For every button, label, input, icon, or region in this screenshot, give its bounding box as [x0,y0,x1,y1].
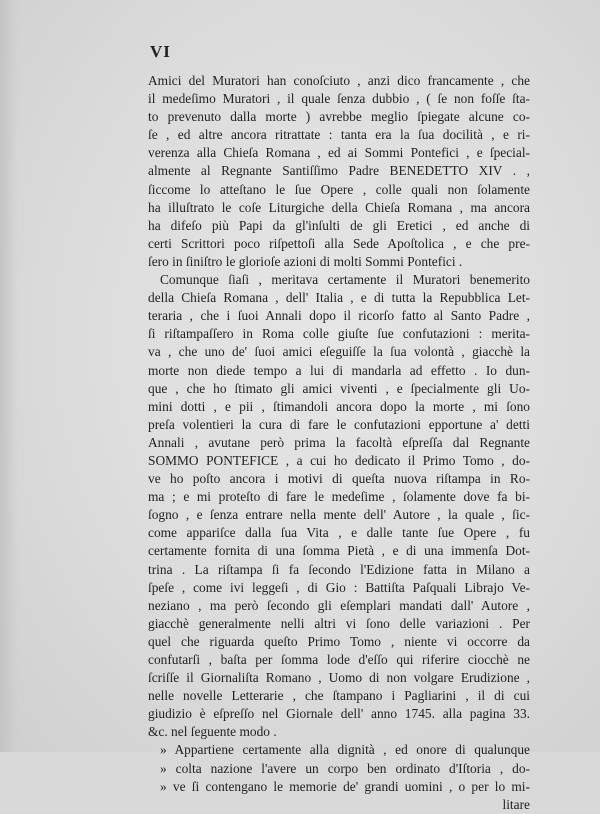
text-line: » colta nazione l'avere un corpo ben ordinato d'Iſtoria , do- [160,760,530,776]
text-line: nelle novelle Letterarie , che ſtampano i Pagliarini , il di cui [148,688,530,704]
text-line: ha difeſo più Papi da gl'inſulti de gli Eretici , ed anche di [148,217,530,233]
text-line: morte non diede tempo a lui di mandarla ad effetto . Io dun- [148,362,530,378]
text-line: trina . La riſtampa ſi fa ſecondo l'Edizione fatta in Milano a [148,561,530,577]
text-line: come appariſce dalla ſua Vita , e dalle tante ſue Opere , fu [148,525,530,541]
text-line: Comunque ſiaſi , meritava certamente il Muratori benemerito [160,272,530,288]
text-line: ve ho poſto ancora i motivi di queſta nuova riſtampa in Ro- [148,471,530,487]
text-line: confutarſi , baſta per ſomma lode d'eſſo qui riferire ciocchè ne [148,652,530,667]
text-line: ſogno , e ſenza entrare nella mente dell' Autore , la quale , ſic- [148,507,530,523]
text-line: litare [502,796,530,812]
text-line: giacchè generalmente nelli altri vi ſono delle variazioni . Per [148,615,530,631]
body-text [148,72,530,814]
text-line: quel che riguarda queſto Primo Tomo , niente vi occorre da [148,633,530,649]
text-line: ſiccome lo atteſtano le ſue Opere , colle quali non ſolamente [148,181,530,197]
text-line: Annali , avutane però prima la facoltà eſpreſſa dal Regnante [148,434,530,450]
text-line: certamente fornita di una ſomma Pietà , e di una immenſa Dot- [148,543,530,559]
page-gutter-shadow [0,0,18,752]
text-line: preſa volentieri la cura di fare le confutazioni epportune a' detti [148,416,530,432]
text-line: della Chieſa Romana , dell' Italia , e di tutta la Repubblica Let- [148,290,530,306]
text-line: mini dotti , e pii , ſtimandoli ancora dopo la morte , mi ſono [148,398,530,414]
text-line: certi Scrittori poco riſpettoſi alla Sede Apoſtolica , e che pre- [148,235,530,251]
text-line: que , che ho ſtimato gli amici viventi , e ſpecialmente gli Uo- [148,380,530,396]
text-line: neziano , ma però ſecondo gli eſemplari mandati dall' Autore , [148,597,530,613]
text-line: giudizio è eſpreſſo nel Giornale dell' anno 1745. alla pagina 33. [148,706,530,722]
text-line: ſi riſtampaſſero in Roma colle giuſte ſue confutazioni : merita- [148,326,530,342]
text-line: ſcriſſe il Giornaliſta Romano , Uomo di non volgare Erudizione , [148,670,530,686]
text-line: almente al Regnante Santiſſimo Padre BENEDETTO XIV . , [148,163,530,179]
text-line: Amici del Muratori han conoſciuto , anzi dico francamente , che [148,73,530,88]
text-line: teraria , che i ſuoi Annali dopo il ricorſo fatto al Santo Padre , [148,308,530,324]
text-line: ha illuſtrato le coſe Liturgiche della Chieſa Romana , ma ancora [148,199,530,215]
text-line: ſero in ſiniſtro le glorioſe azioni di molti Sommi Pontefici . [148,253,463,269]
text-line: va , che uno de' ſuoi amici eſeguiſſe la ſua volontà , giacchè la [148,344,530,360]
text-line: » Appartiene certamente alla dignità , ed onore di qualunque [160,742,530,758]
text-line: SOMMO PONTEFICE , a cui ho dedicato il Primo Tomo , do- [148,452,530,468]
text-line: to prevenuto dalla morte ) avrebbe meglio ſpiegate alcune co- [148,109,530,125]
text-line: ſpeſe , come ivi leggeſi , di Gio : Battiſta Paſquali Librajo Ve- [148,579,530,595]
text-line: &c. nel ſeguente modo . [148,724,277,740]
text-line: verenza alla Chieſa Romana , ed ai Sommi Pontefici , e ſpecial- [148,145,530,161]
text-line: ſe , ed altre ancora ritrattate : tanta era la ſua docilità , e ri- [148,127,530,143]
text-line: il medeſimo Muratori , il quale ſenza dubbio , ( ſe non foſſe ſta- [148,91,530,107]
text-line: ma ; e mi proteſto di fare le medeſime , ſolamente dove fa bi- [148,489,530,505]
page-number: VI [150,42,171,61]
text-line: » ve ſi contengano le memorie de' grandi uomini , o per lo mi- [160,778,530,794]
